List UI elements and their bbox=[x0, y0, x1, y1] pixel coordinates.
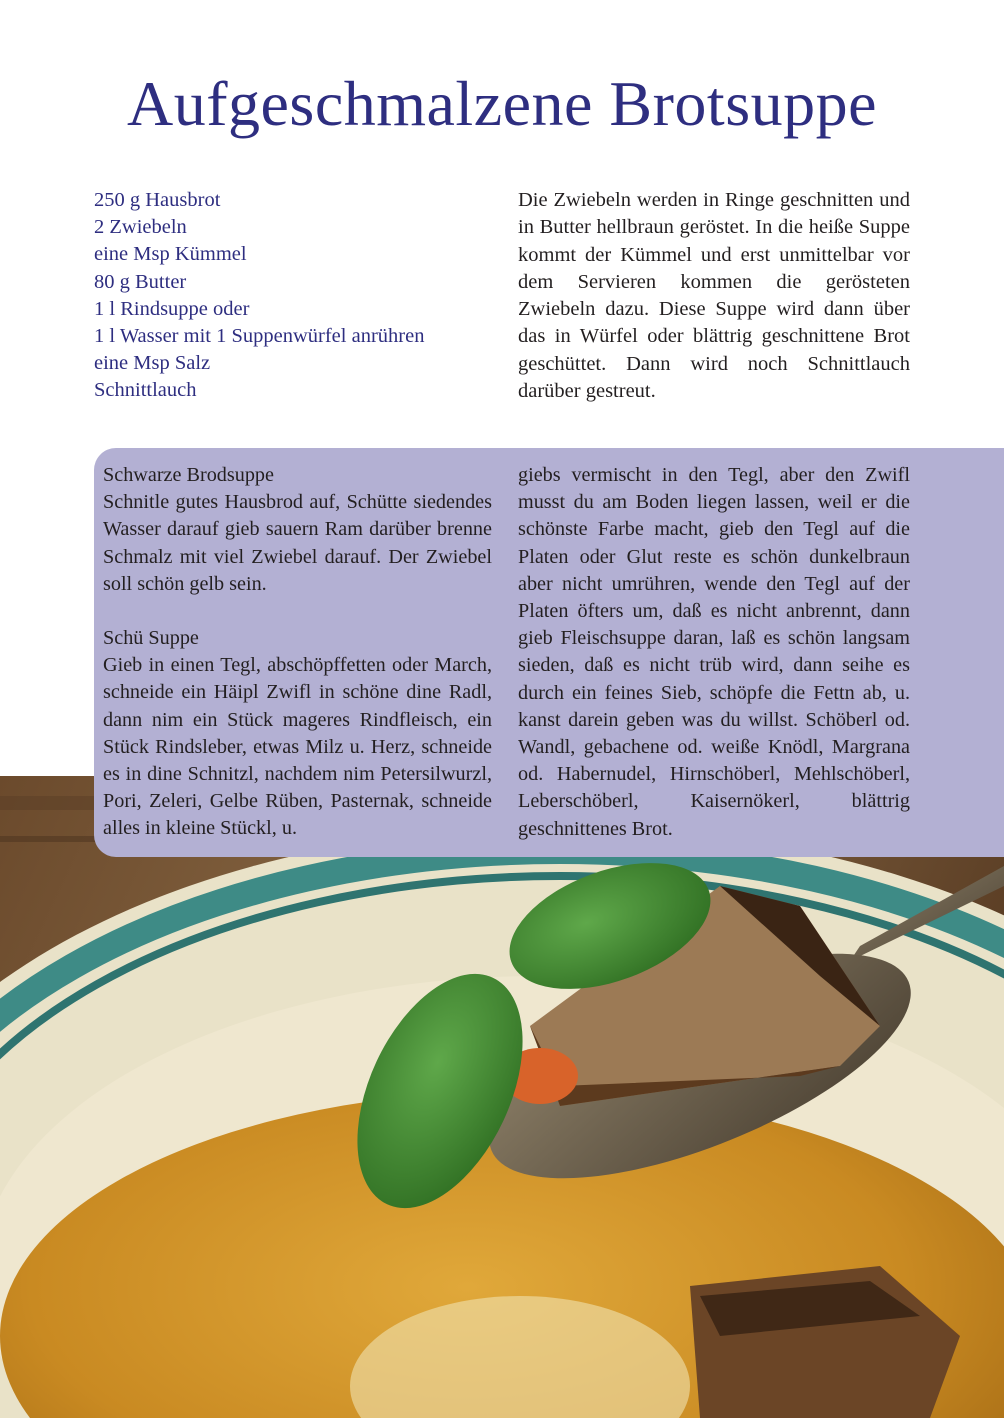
recipe-heading: Schü Suppe bbox=[103, 627, 199, 650]
ingredient-item: 2 Zwiebeln bbox=[94, 216, 187, 239]
soup-photo bbox=[0, 776, 1004, 1418]
old-recipes-left-column bbox=[103, 462, 492, 843]
ingredient-item: 250 g Hausbrot bbox=[94, 189, 221, 211]
ingredient-item: 1 l Rindsuppe oder bbox=[94, 297, 250, 320]
ingredient-item: 80 g Butter bbox=[94, 270, 187, 293]
recipe-text-continued: giebs vermischt in den Tegl, aber den Zwifl musst du am Boden liegen lassen, weil er die schönste Farbe macht, gieb den Tegl auf die Platen oder Glut reste es schön dunkelbraun aber nicht umrühren, wende den Tegl auf der Platen öfters um, daß es nicht anbrennt, dann gieb Fleischsuppe daran, laß es schön langsam sieden, daß es nicht trüb wird, dann seihe es durch ein feines Sieb, schöpfe die Fettn ab, u. kanst darein geben was du willst. Schöberl od. Wandl, gebachene od. weiße Knödl, Margrana od. Habernudel, Hirnschöberl, Mehlschöberl, Leberschöberl, Kaisernökerl, blättrig geschnittenes Brot. bbox=[518, 464, 910, 840]
recipe-text: Gieb in einen Tegl, abschöpffetten oder March, schneide ein Häipl Zwifl in schöne dine Radl, dann nim ein Stück mageres Rindfleisch, ein Stück Rindsleber, etwas Milz u. Herz, schneide es in dine Schnitzl, nachdem nim Petersilwurzl, Pori, Zeleri, Gelbe Rüben, Pasternak, schneide alles in kleine Stückl, u. bbox=[103, 654, 492, 840]
ingredients-list bbox=[94, 187, 494, 405]
ingredient-item: Schnittlauch bbox=[94, 379, 197, 402]
page-title: Aufgeschmalzene Brotsuppe bbox=[126, 68, 878, 139]
ingredient-item: eine Msp Kümmel bbox=[94, 243, 247, 266]
old-recipes-right-column bbox=[518, 462, 910, 843]
ingredient-item: 1 l Wasser mit 1 Suppenwürfel anrühren bbox=[94, 325, 425, 348]
ingredient-item: eine Msp Salz bbox=[94, 352, 211, 375]
instructions-text: Die Zwiebeln werden in Ringe geschnitten und in Butter hellbraun geröstet. In die heiße Suppe kommt der Kümmel und erst unmittelbar vor dem Servieren kommen die gerösteten Zwiebeln dazu. Diese Suppe wird dann über das in Würfel oder blättrig geschnittene Brot geschüttet. Dann wird noch Schnittlauch darüber gestreut. bbox=[518, 189, 910, 403]
recipe-text: Schnitle gutes Hausbrod auf, Schütte siedendes Wasser darauf gieb sauern Ram darüber brenne Schmalz mit viel Zwiebel darauf. Der Zwiebel soll schön gelb sein. bbox=[103, 491, 492, 595]
recipe-heading: Schwarze Brodsuppe bbox=[103, 464, 274, 486]
